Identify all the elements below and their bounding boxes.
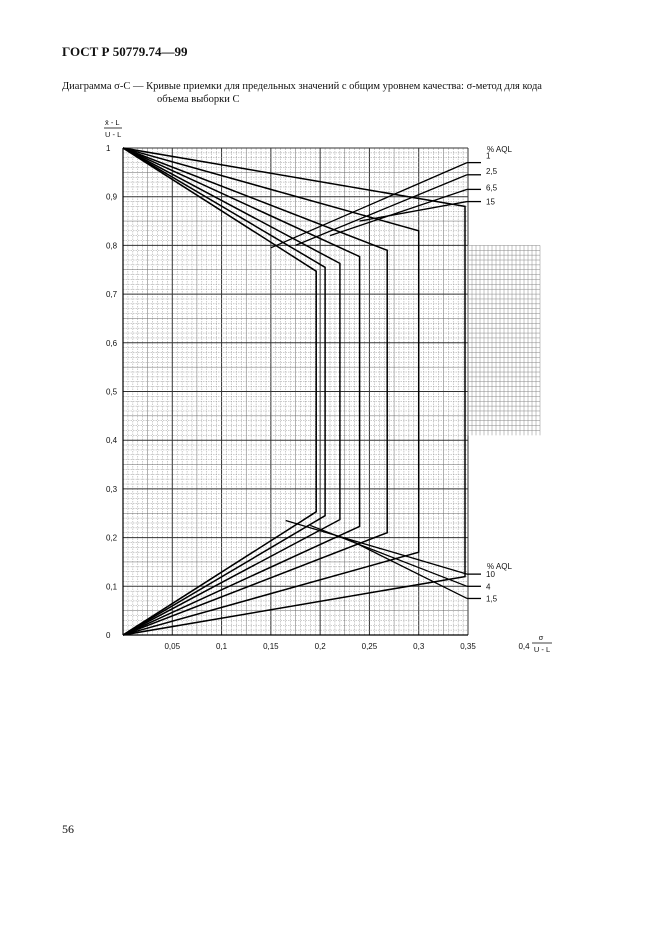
lower-legend-item: 4 — [486, 582, 491, 592]
x-axis-label-denominator: U - L — [533, 645, 551, 654]
upper-legend-item: 6,5 — [486, 183, 498, 193]
y-tick-label: 0,7 — [106, 290, 118, 300]
y-tick-label: 0,2 — [106, 533, 118, 543]
upper-leader-line-2 — [296, 175, 468, 246]
upper-legend-item: 2,5 — [486, 166, 498, 176]
lower-legend-title: % AQL — [487, 562, 512, 571]
x-tick-label: 0,4 — [518, 642, 530, 651]
lower-legend-item: 10 — [486, 570, 495, 580]
y-tick-label: 0,8 — [106, 241, 118, 251]
x-tick-label: 0,1 — [216, 642, 228, 651]
x-tick-label: 0,35 — [460, 642, 476, 651]
upper-legend-title: % AQL — [487, 145, 512, 154]
y-tick-label: 0 — [106, 631, 111, 640]
x-tick-label: 0,05 — [164, 642, 181, 651]
lower-legend-item: 1,5 — [486, 594, 498, 604]
document-header: ГОСТ Р 50779.74—99 — [62, 44, 188, 59]
legend-leaders — [271, 163, 481, 599]
x-tick-label: 0,25 — [361, 642, 378, 651]
chart-labels — [104, 118, 552, 654]
y-axis-label-numerator: x̄ - L — [105, 118, 120, 127]
x-tick-label: 0,2 — [314, 642, 326, 651]
y-tick-label: 0,1 — [106, 582, 118, 592]
y-tick-label: 1 — [106, 144, 111, 153]
x-axis-label-numerator: σ — [538, 633, 544, 642]
y-tick-label: 0,3 — [106, 484, 118, 494]
y-tick-label: 0,5 — [106, 387, 118, 397]
y-tick-label: 0,6 — [106, 338, 118, 348]
y-tick-label: 0,9 — [106, 192, 118, 202]
caption-line-1: Диаграмма σ-C — Кривые приемки для предельных значений с общим уровнем качества: σ-метод для кода — [62, 81, 542, 92]
upper-legend-item: 1 — [486, 151, 491, 161]
x-tick-label: 0,3 — [413, 642, 425, 651]
y-axis-label-denominator: U - L — [105, 130, 122, 139]
x-tick-label: 0,15 — [263, 642, 279, 651]
upper-legend-item: 15 — [486, 197, 495, 207]
caption-line-2: объема выборки C — [157, 94, 240, 105]
y-tick-label: 0,4 — [106, 436, 118, 446]
page-number: 56 — [62, 822, 74, 836]
